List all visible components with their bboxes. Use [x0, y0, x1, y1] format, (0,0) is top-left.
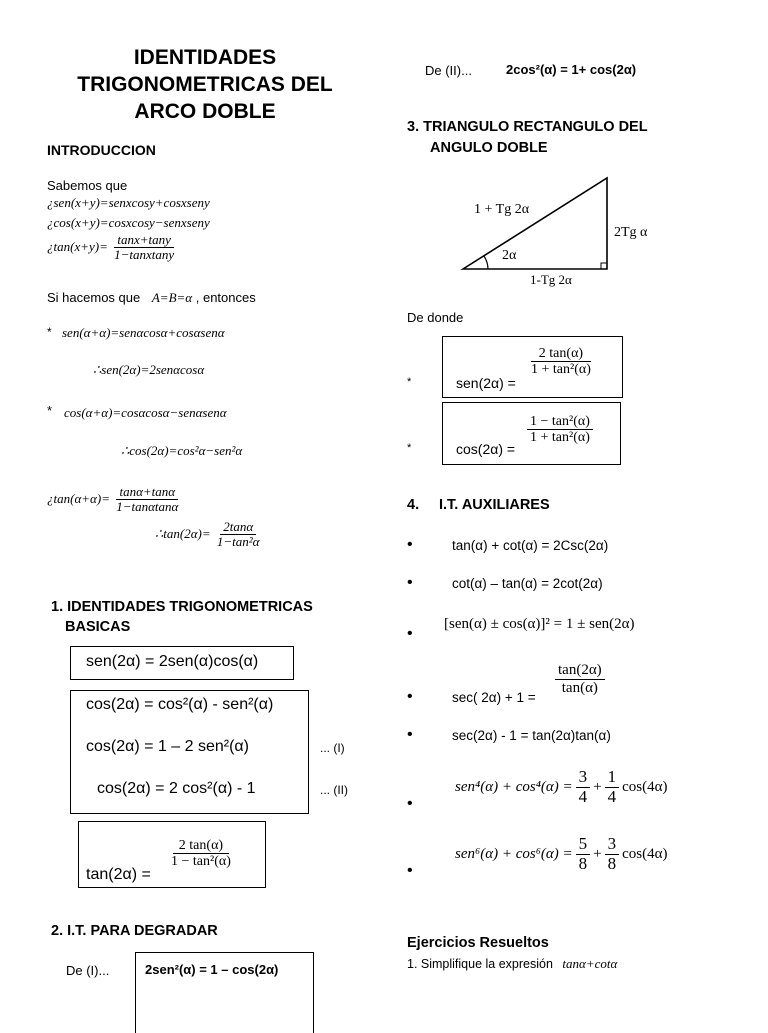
- aux-identity-3: [sen(α) ± cos(α)]² = 1 ± sen(2α): [444, 616, 635, 632]
- identity-tan-fraction: [111, 233, 177, 263]
- bullet-icon: •: [407, 795, 413, 812]
- title-line-2: TRIGONOMETRICAS DEL: [77, 73, 333, 96]
- fraction-numerator: 1 − tan²(α): [527, 414, 593, 430]
- cos2a-tan-frac: [527, 414, 593, 446]
- section-1-heading: [51, 597, 313, 637]
- page-title: [40, 44, 370, 125]
- star-marker: *: [407, 376, 412, 388]
- cos2a-formula-2: cos(2α) = 1 – 2 sen²(α): [86, 738, 249, 755]
- cos2a-tag-i: ... (I): [320, 741, 345, 755]
- fraction-denominator: 1 − tan²(α): [171, 854, 231, 870]
- fraction-denominator: 1−tanαtanα: [116, 499, 179, 515]
- cos-double-result: ∴cos(2α)=cos²α−sen²α: [121, 443, 243, 458]
- aux-identity-5: sec(2α) - 1 = tan(2α)tan(α): [452, 728, 611, 743]
- section-3-heading: [407, 117, 648, 159]
- base-label: 1-Tg 2α: [530, 272, 572, 287]
- sen-double-result: ∴sen(2α)=2senαcosα: [93, 362, 205, 377]
- plus-sign: +: [593, 845, 602, 862]
- aux-identity-4-fraction: [555, 662, 605, 696]
- de-i-formula: 2sen²(α) = 1 – cos(2α): [145, 962, 279, 977]
- tan-double-result-fraction: [214, 520, 263, 550]
- cos2a-formula-1: cos(2α) = cos²(α) - sen²(α): [86, 696, 274, 713]
- title-line-1: IDENTIDADES: [133, 46, 277, 69]
- sen4-frac-2: [605, 768, 620, 806]
- sen4-lhs: sen⁴(α) + cos⁴(α) =: [455, 778, 573, 795]
- tan-double-fraction: [113, 485, 181, 515]
- right-angle-marker: [601, 263, 607, 269]
- fraction-numerator: 5: [576, 835, 591, 855]
- title-line-3: ARCO DOBLE: [134, 100, 276, 123]
- de-donde-text: De donde: [407, 310, 464, 325]
- angle-label: 2α: [502, 248, 517, 263]
- sen4-tail: cos(4α): [622, 778, 668, 795]
- fraction-denominator: 4: [578, 786, 588, 806]
- tan2a-fraction: [168, 838, 234, 870]
- fraction-denominator: 8: [578, 853, 588, 873]
- fraction-numerator: 3: [605, 835, 620, 855]
- fraction-denominator: 8: [607, 853, 617, 873]
- cos2a-tan-fraction: [527, 414, 593, 446]
- section-1-heading-line-1: 1. IDENTIDADES TRIGONOMETRICAS: [51, 599, 313, 615]
- bullet-icon: •: [407, 536, 413, 553]
- fraction-denominator: 1−tanxtany: [114, 247, 175, 263]
- bullet-icon: •: [407, 574, 413, 591]
- bullet-icon: •: [407, 726, 413, 743]
- sabemos-text: Sabemos que: [47, 178, 128, 193]
- si-hacemos-text: Si hacemos que: [47, 290, 141, 305]
- tan-double-expansion: [47, 485, 181, 515]
- sen6-tail: cos(4α): [622, 845, 668, 862]
- de-i-label: De (I)...: [66, 963, 110, 978]
- aux-identity-4-lhs: sec( 2α) + 1 =: [452, 690, 536, 705]
- identity-cos-sum: ¿cos(x+y)=cosxcosy−senxseny: [47, 215, 210, 230]
- tan2a-frac: [168, 838, 234, 870]
- tan-double-result: [155, 520, 263, 550]
- si-hacemos-expr: A=B=α: [151, 290, 193, 305]
- aux-identity-6: [455, 768, 667, 806]
- cos-double-expansion: cos(α+α)=cosαcosα−senαsenα: [64, 405, 227, 420]
- triangle-shape: [463, 178, 607, 269]
- ejercicio-1-text: 1. Simplifique la expresión: [407, 957, 553, 971]
- cos2a-tan-lhs: cos(2α) =: [456, 441, 516, 457]
- fraction-denominator: 4: [607, 786, 617, 806]
- sen2a-formula: sen(2α) = 2sen(α)cos(α): [86, 653, 259, 670]
- bullet-icon: •: [407, 625, 413, 642]
- plus-sign: +: [593, 778, 602, 795]
- introduccion-heading: INTRODUCCION: [47, 142, 156, 158]
- cos2a-formula-3: cos(2α) = 2 cos²(α) - 1: [97, 780, 256, 797]
- sen6-lhs: sen⁶(α) + cos⁶(α) =: [455, 845, 573, 862]
- aux-identity-1: tan(α) + cot(α) = 2Csc(2α): [452, 538, 609, 553]
- fraction-numerator: tan(2α): [555, 662, 605, 680]
- ejercicio-1: [407, 956, 617, 972]
- fraction-numerator: tanx+tany: [114, 233, 174, 248]
- hypotenuse-label: 1 + Tg 2α: [474, 202, 530, 217]
- si-hacemos-line: [47, 290, 256, 306]
- fraction-numerator: tanα+tanα: [116, 485, 178, 500]
- sen4-frac-1: [576, 768, 591, 806]
- fraction-numerator: 2 tan(α): [531, 346, 591, 362]
- section-2-heading: 2. I.T. PARA DEGRADAR: [51, 923, 218, 939]
- fraction-denominator: tan(α): [561, 679, 598, 696]
- section-4-number: 4.: [407, 497, 420, 513]
- ejercicios-heading: Ejercicios Resueltos: [407, 935, 549, 951]
- fraction-numerator: 2tanα: [220, 520, 256, 535]
- fraction-denominator: 1−tan²α: [216, 534, 260, 550]
- fraction-denominator: 1 + tan²(α): [531, 362, 591, 378]
- star-marker: *: [47, 325, 52, 339]
- aux-identity-7: [455, 835, 667, 873]
- sen6-frac-2: [605, 835, 620, 873]
- identity-sen-sum: ¿sen(x+y)=senxcosy+cosxseny: [47, 195, 210, 210]
- star-marker: *: [407, 442, 412, 454]
- tan-double-result-lhs: ∴tan(2α)=: [155, 525, 211, 541]
- tan-double-lhs: ¿tan(α+α)=: [47, 490, 110, 506]
- sen2a-tan-fraction: [528, 346, 594, 378]
- sen-double-expansion: sen(α+α)=senαcosα+cosαsenα: [62, 325, 225, 340]
- sec-frac: [555, 662, 605, 696]
- entonces-text: , entonces: [195, 290, 256, 305]
- sen2a-tan-lhs: sen(2α) =: [456, 375, 516, 391]
- sen6-frac-1: [576, 835, 591, 873]
- section-3-heading-line-2: ANGULO DOBLE: [430, 140, 548, 156]
- de-ii-formula: 2cos²(α) = 1+ cos(2α): [506, 62, 637, 77]
- star-marker: *: [47, 403, 53, 418]
- fraction-denominator: 1 + tan²(α): [530, 430, 590, 446]
- opposite-side-label: 2Tg α: [614, 225, 648, 240]
- fraction-numerator: 2 tan(α): [173, 838, 229, 854]
- bullet-icon: •: [407, 688, 413, 705]
- bullet-icon: •: [407, 862, 413, 879]
- sen2a-tan-frac: [528, 346, 594, 378]
- fraction-numerator: 3: [576, 768, 591, 788]
- de-ii-label: De (II)...: [425, 63, 472, 78]
- cos2a-tag-ii: ... (II): [320, 783, 348, 797]
- identity-tan-lhs: ¿tan(x+y)=: [47, 238, 108, 254]
- section-3-heading-line-1: 3. TRIANGULO RECTANGULO DEL: [407, 119, 648, 135]
- aux-identity-2: cot(α) – tan(α) = 2cot(2α): [452, 576, 603, 591]
- identity-tan-sum: [47, 233, 177, 263]
- ejercicio-1-expr: tanα+cotα: [562, 956, 618, 971]
- fraction-numerator: 1: [605, 768, 620, 788]
- angle-arc: [484, 256, 488, 269]
- tan2a-lhs: tan(2α) =: [86, 866, 151, 883]
- section-4-heading: I.T. AUXILIARES: [439, 497, 550, 513]
- section-1-heading-line-2: BASICAS: [65, 619, 131, 635]
